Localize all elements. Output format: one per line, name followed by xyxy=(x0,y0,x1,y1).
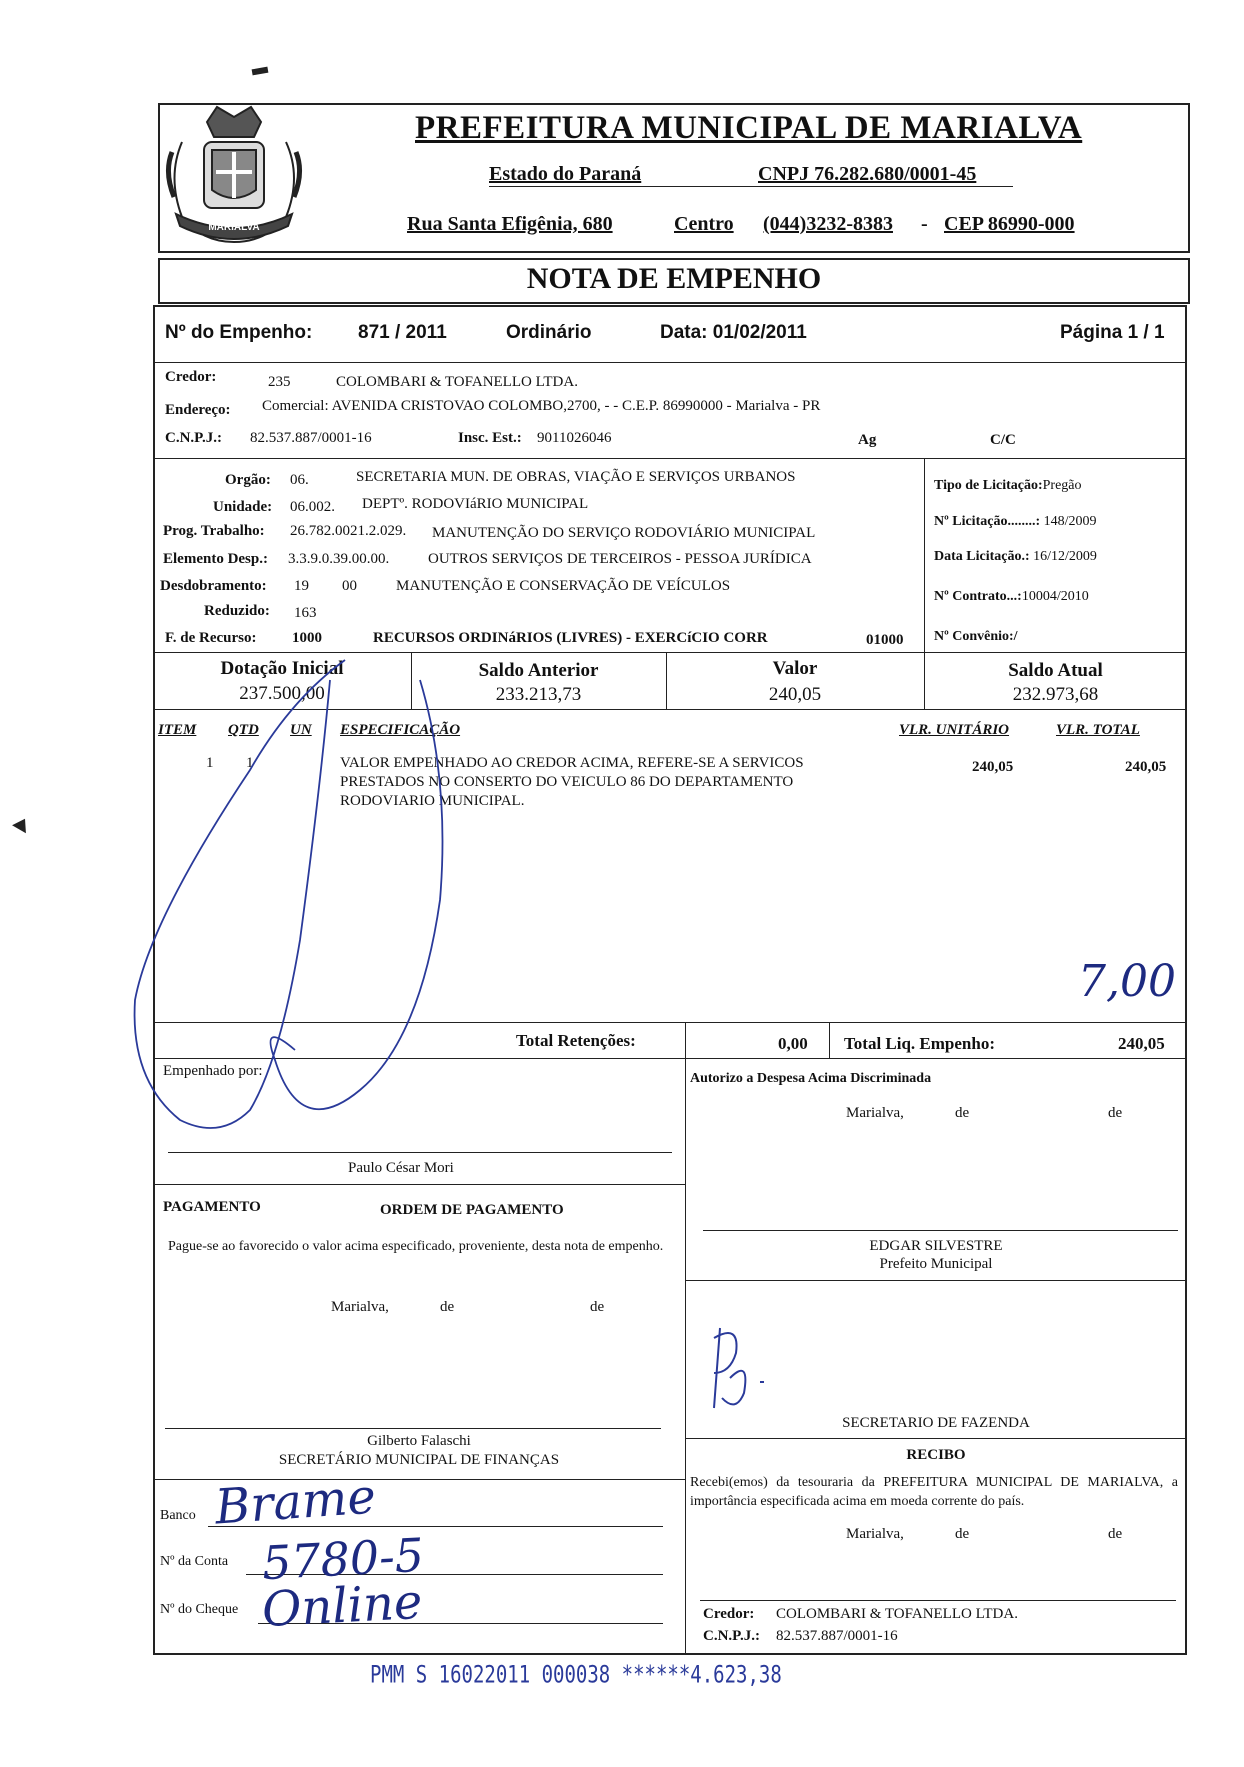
doc-title: NOTA DE EMPENHO xyxy=(526,262,822,295)
handwritten-cheque: Online xyxy=(260,1573,424,1639)
recibo-de2: de xyxy=(1108,1526,1123,1542)
recibo-label: RECIBO xyxy=(906,1447,966,1463)
data-licitacao xyxy=(934,549,1097,565)
recibo-de1: de xyxy=(955,1526,970,1542)
pagamento-label: PAGAMENTO xyxy=(163,1199,261,1215)
fazenda-cargo: SECRETARIO DE FAZENDA xyxy=(842,1415,1030,1431)
signature-line xyxy=(165,1428,661,1429)
credor-insc: 9011026046 xyxy=(537,430,612,446)
item-qtd: 1 xyxy=(246,755,254,771)
seal-text: MARIALVA xyxy=(208,222,260,233)
item-esp-line1: VALOR EMPENHADO AO CREDOR ACIMA, REFERE-SE A SERVICOS xyxy=(340,755,804,771)
contrato-label: Nº Contrato...: xyxy=(934,589,1022,604)
divider xyxy=(685,1280,1187,1281)
col-header-item: ITEM xyxy=(158,722,197,738)
reduzido-value: 163 xyxy=(294,605,317,621)
dotacao-value: 237.500,00 xyxy=(239,683,325,704)
empenho-label: Nº do Empenho: xyxy=(165,322,313,343)
col-header-un: UN xyxy=(290,722,312,738)
desd-nome: MANUTENÇÃO E CONSERVAÇÃO DE VEÍCULOS xyxy=(396,578,731,594)
tipo-licitacao-value: Pregão xyxy=(1042,478,1082,493)
retencoes-value: 0,00 xyxy=(778,1034,808,1053)
desd-cod2: 00 xyxy=(342,578,357,594)
valor-label: Valor xyxy=(772,658,818,679)
empenhado-nome: Paulo César Mori xyxy=(348,1160,454,1176)
item-unit: 240,05 xyxy=(972,759,1014,775)
banco-label: Banco xyxy=(160,1508,196,1523)
orgao-label: Orgão: xyxy=(225,472,271,488)
col-header-esp: ESPECIFICAÇÃO xyxy=(340,722,461,738)
unidade-label: Unidade: xyxy=(213,499,273,515)
elem-nome: OUTROS SERVIÇOS DE TERCEIROS - PESSOA JURÍDICA xyxy=(428,551,812,567)
recibo-cnpj-label: C.N.P.J.: xyxy=(703,1628,760,1644)
financas-nome: Gilberto Falaschi xyxy=(367,1433,471,1449)
elem-cod: 3.3.9.0.39.00.00. xyxy=(288,551,390,567)
signature-line xyxy=(703,1230,1178,1231)
header-fone: (044)3232-8383 xyxy=(763,213,893,235)
divider xyxy=(829,1022,830,1058)
orgao-nome: SECRETARIA MUN. DE OBRAS, VIAÇÃO E SERVIÇOS URBANOS xyxy=(356,469,796,485)
empenho-tipo: Ordinário xyxy=(506,322,592,343)
fonte-nome: RECURSOS ORDINáRIOS (LIVRES) - EXERCíCIO CORR xyxy=(373,630,768,646)
item-esp-line2: PRESTADOS NO CONSERTO DO VEICULO 86 DO DEPARTAMENTO xyxy=(340,774,794,790)
prog-nome: MANUTENÇÃO DO SERVIÇO RODOVIÁRIO MUNICIPAL xyxy=(432,525,816,541)
item-num: 1 xyxy=(206,755,214,771)
scan-mark xyxy=(12,815,32,833)
recibo-credor-label: Credor: xyxy=(703,1606,755,1622)
header-dash: - xyxy=(921,213,928,235)
header-title: PREFEITURA MUNICIPAL DE MARIALVA xyxy=(415,110,1083,146)
ordem-pagamento-label: ORDEM DE PAGAMENTO xyxy=(380,1202,564,1218)
autorizo-cidade: Marialva, xyxy=(846,1105,904,1121)
orgao-cod: 06. xyxy=(290,472,309,488)
tipo-licitacao-label-text: Tipo de Licitação: xyxy=(934,478,1043,493)
liquido-label: Total Liq. Empenho: xyxy=(844,1034,995,1053)
prefeito-nome: EDGAR SILVESTRE xyxy=(869,1238,1003,1254)
tipo-licitacao-label xyxy=(934,478,1082,494)
autorizo-de2: de xyxy=(1108,1105,1123,1121)
anterior-label: Saldo Anterior xyxy=(478,660,599,681)
pagamento-texto: Pague-se ao favorecido o valor acima especificado, proveniente, desta nota de empenho. xyxy=(168,1239,664,1254)
desd-cod1: 19 xyxy=(294,578,309,594)
header-rua: Rua Santa Efigênia, 680 xyxy=(407,213,613,235)
divider xyxy=(153,362,1187,363)
desd-label: Desdobramento: xyxy=(160,578,267,594)
divider xyxy=(153,458,1187,459)
recibo-cnpj: 82.537.887/0001-16 xyxy=(776,1628,898,1644)
pagamento-de2: de xyxy=(590,1299,605,1315)
atual-value: 232.973,68 xyxy=(1012,684,1099,705)
empenho-pagina: Página 1 / 1 xyxy=(1060,322,1165,343)
item-esp-line3: RODOVIARIO MUNICIPAL. xyxy=(340,793,525,809)
cc-label: C/C xyxy=(990,432,1016,448)
header-underline-estado xyxy=(489,186,1013,187)
retencoes-label: Total Retenções: xyxy=(516,1031,636,1050)
anterior-value: 233.213,73 xyxy=(495,684,582,705)
num-licitacao xyxy=(934,514,1097,530)
header-estado: Estado do Paraná xyxy=(489,163,642,185)
pagamento-cidade: Marialva, xyxy=(331,1299,389,1315)
header-cep: CEP 86990-000 xyxy=(944,213,1075,235)
elem-label: Elemento Desp.: xyxy=(163,551,268,567)
recibo-texto: Recebi(emos) da tesouraria da PREFEITURA MUNICIPAL DE MARIALVA, a importância especificada acima em moeda corrente do país. xyxy=(690,1475,1178,1509)
fonte-label: F. de Recurso: xyxy=(165,630,257,646)
cheque-label: Nº do Cheque xyxy=(160,1602,239,1617)
num-licitacao-value: 148/2009 xyxy=(1043,514,1097,529)
divider xyxy=(924,458,925,653)
cnpj-label: C.N.P.J.: xyxy=(165,430,222,446)
num-licitacao-label: Nº Licitação........: xyxy=(934,514,1041,529)
signature-line xyxy=(700,1600,1176,1601)
financas-cargo: SECRETÁRIO MUNICIPAL DE FINANÇAS xyxy=(278,1452,560,1468)
empenho-numero: 871 / 2011 xyxy=(358,322,447,343)
fazenda-signature-scribble xyxy=(700,1318,820,1418)
prefeito-cargo: Prefeito Municipal xyxy=(879,1256,993,1272)
liquido-value: 240,05 xyxy=(1118,1034,1165,1053)
data-licitacao-value: 16/12/2009 xyxy=(1033,549,1097,564)
coat-of-arms-seal xyxy=(162,102,307,252)
insc-label: Insc. Est.: xyxy=(458,430,522,446)
unidade-nome: DEPTº. RODOVIáRIO MUNICIPAL xyxy=(362,496,589,512)
header-cnpj: CNPJ 76.282.680/0001-45 xyxy=(758,163,977,185)
recibo-credor: COLOMBARI & TOFANELLO LTDA. xyxy=(776,1606,1018,1622)
autorizo-label: Autorizo a Despesa Acima Discriminada xyxy=(690,1071,932,1086)
divider xyxy=(685,1438,1187,1439)
valor-value: 240,05 xyxy=(768,684,822,705)
data-licitacao-label: Data Licitação.: xyxy=(934,549,1030,564)
signature-scribble xyxy=(120,640,480,1190)
pagamento-de1: de xyxy=(440,1299,455,1315)
item-total: 240,05 xyxy=(1125,759,1167,775)
recibo-cidade: Marialva, xyxy=(846,1526,904,1542)
convenio-label: Nº Convênio:/ xyxy=(934,629,1018,644)
handwritten-conta: 5780-5 xyxy=(260,1527,426,1591)
prog-label: Prog. Trabalho: xyxy=(163,523,265,539)
reduzido-label: Reduzido: xyxy=(204,603,270,619)
col-header-qtd: QTD xyxy=(228,722,259,738)
autorizo-de1: de xyxy=(955,1105,970,1121)
credor-codigo: 235 xyxy=(268,374,291,390)
unidade-cod: 06.002. xyxy=(290,499,335,515)
contrato-value: 10004/2010 xyxy=(1021,589,1089,604)
col-header-unit: VLR. UNITÁRIO xyxy=(899,722,1010,738)
credor-endereco: Comercial: AVENIDA CRISTOVAO COLOMBO,2700, - - C.E.P. 86990000 - Marialva - PR xyxy=(262,398,821,414)
payment-stamp: PMM S 16022011 000038 ******4.623,38 xyxy=(370,1661,782,1689)
fonte-cod: 1000 xyxy=(292,630,322,646)
scan-mark xyxy=(252,67,269,76)
col-header-total: VLR. TOTAL xyxy=(1056,722,1140,738)
conta-label: Nº da Conta xyxy=(160,1554,229,1569)
dotacao-label: Dotação Inicial xyxy=(220,658,344,679)
credor-nome: COLOMBARI & TOFANELLO LTDA. xyxy=(336,374,578,390)
prog-cod: 26.782.0021.2.029. xyxy=(290,523,407,539)
divider xyxy=(685,1022,686,1058)
handwritten-banco: Brame xyxy=(213,1468,378,1536)
header-centro: Centro xyxy=(674,213,734,235)
empenhado-label: Empenhado por: xyxy=(163,1063,263,1079)
contrato xyxy=(934,589,1089,605)
credor-label: Credor: xyxy=(165,369,217,385)
credor-cnpj: 82.537.887/0001-16 xyxy=(250,430,372,446)
ag-label: Ag xyxy=(858,432,877,448)
divider xyxy=(685,1058,686,1655)
fonte-num: 01000 xyxy=(866,632,904,648)
empenho-data: Data: 01/02/2011 xyxy=(660,322,807,343)
endereco-label: Endereço: xyxy=(165,402,231,418)
atual-label: Saldo Atual xyxy=(1008,660,1103,681)
handwritten-valor: 7,00 xyxy=(1078,956,1176,1007)
